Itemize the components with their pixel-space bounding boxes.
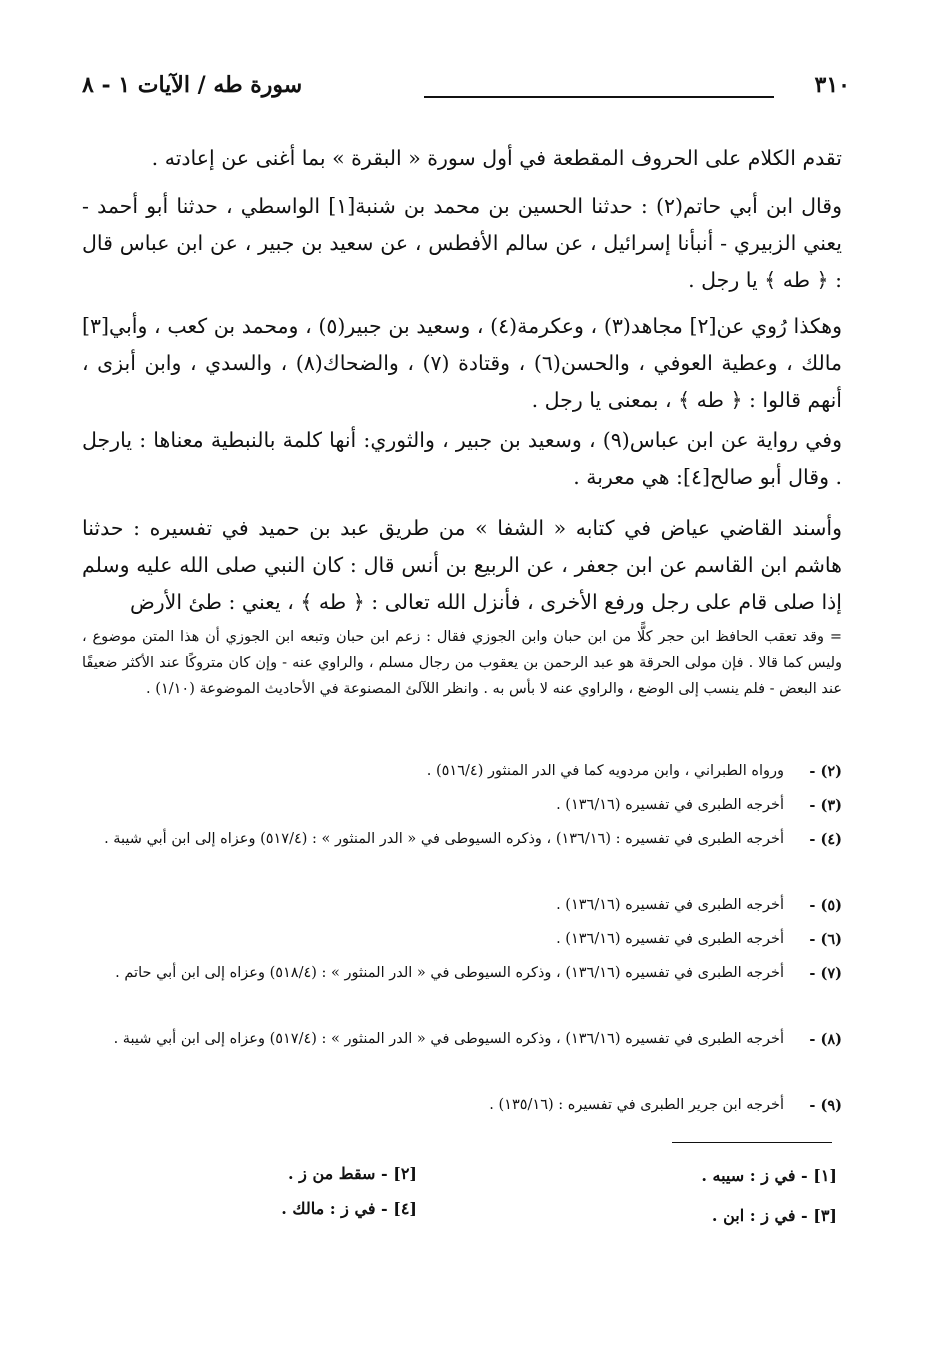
variant-number: [١] - [801, 1166, 837, 1185]
paragraph-qadi-iyad: وأسند القاضي عياض في كتابه « الشفا » من طريق عبد بن حميد في تفسيره : حدثنا هاشم ابن القاسم عن ابن جعفر ، عن الربيع بن أنس قال : كان النبي صلى الله عليه وسلم إذا صلى قام على رجل ورفع الأخرى ، فأنزل الله تعالى : ﴿ طه ﴾ ، يعني : طئ الأرض [82, 516, 842, 614]
variant-note [712, 1205, 837, 1227]
footnote-item [82, 892, 842, 919]
variant-number: [٢] - [381, 1164, 417, 1183]
footnote-number: (٢) - [809, 763, 842, 780]
footnote-number: (٦) - [809, 931, 842, 948]
footnote-item [82, 1026, 842, 1053]
variant-text: في ز : ابن . [711, 1206, 796, 1225]
variant-note [288, 1163, 417, 1185]
footnote-number: (٤) - [809, 831, 842, 848]
footnote-text: أخرجه الطبرى في تفسيره (١٣٦/١٦) ، وذكره السيوطى في « الدر المنثور » : (٥١٧/٤) وعزاه إلى ابن أبي شيبة . [113, 1031, 784, 1047]
footnote-text: أخرجه ابن جرير الطبرى في تفسيره : (١٣٥/١٦) . [489, 1097, 784, 1113]
footnote-text: أخرجه الطبرى في تفسيره (١٣٦/١٦) . [556, 931, 784, 947]
paragraph-similar-narrations: وهكذا رُوي عن[٢] مجاهد(٣) ، وعكرمة(٤) ، وسعيد بن جبير(٥) ، ومحمد بن كعب ، وأبي[٣] مالك ، وعطية العوفي ، والحسن(٦) ، وقتادة (٧) ، والضحاك(٨) ، والسدي ، وابن أبزى ، أنهم قالوا : ﴿ طه ﴾ ، بمعنى يا رجل . [82, 314, 843, 412]
footnote-number: (٩) - [809, 1097, 842, 1114]
footnote-number: (٥) - [809, 897, 842, 914]
header-rule [424, 96, 774, 98]
footnote-number: (٣) - [809, 797, 842, 814]
variants-separator [672, 1142, 832, 1143]
footnote-item [82, 1092, 842, 1119]
variant-number: [٤] - [381, 1199, 417, 1218]
footnote-item [82, 926, 842, 953]
footnote-text: أخرجه الطبرى في تفسيره (١٣٦/١٦) . [556, 897, 784, 913]
footnote-item [82, 826, 842, 853]
variant-number: [٣] - [801, 1206, 837, 1225]
variant-note [281, 1198, 417, 1220]
paragraph-ibn-abi-hatim: وقال ابن أبي حاتم(٢) : حدثنا الحسين بن محمد بن شنبة[١] الواسطي ، حدثنا أبو أحمد - يعني الزبيري - أنبأنا إسرائيل ، عن سالم الأفطس ، عن سعيد بن جبير ، عن ابن عباس قال : ﴿ طه ﴾ يا رجل . [82, 194, 842, 292]
footnote-text: أخرجه الطبرى في تفسيره (١٣٦/١٦) ، وذكره السيوطى في « الدر المنثور » : (٥١٨/٤) وعزاه إلى ابن أبي حاتم . [115, 965, 784, 981]
variant-text: في ز : سيبه . [701, 1166, 796, 1185]
footnote-item [82, 758, 842, 785]
footnote-item [82, 792, 842, 819]
variant-text: في ز : مالك . [281, 1199, 376, 1218]
paragraph-nabataean: وفي رواية عن ابن عباس(٩) ، وسعيد بن جبير ، والثوري: أنها كلمة بالنبطية معناها : يارجل . وقال أبو صالح[٤]: هي معربة . [82, 428, 842, 489]
page-number: ٣١٠ [814, 72, 850, 98]
footnote-text: أخرجه الطبرى في تفسيره (١٣٦/١٦) . [556, 797, 784, 813]
footnote-item [82, 960, 842, 987]
footnote-text: أخرجه الطبرى في تفسيره : (١٣٦/١٦) ، وذكره السيوطى في « الدر المنثور » : (٥١٧/٤) وعزاه إلى ابن أبي شيبة . [104, 831, 784, 847]
variant-note [701, 1165, 837, 1187]
footnote-continuation: = وقد تعقب الحافظ ابن حجر كلًّا من ابن حبان وابن الجوزي فقال : زعم ابن حبان وتبعه ابن الجوزي أن هذا المتن موضوع ، وليس كما قالا . فإن مولى الحرقة هو عبد الرحمن بن يعقوب من رجال مسلم ، والراوي عنه - وإن كان متروكًا عند الأكثر ضعيفًا عند البعض - فلم ينسب إلى الوضع ، والراوي عنه لا بأس به . وانظر اللآلئ المصنوعة في الأحاديث الموضوعة (١/١٠) . [82, 629, 842, 697]
footnote-number: (٧) - [809, 965, 842, 982]
paragraph-intro: تقدم الكلام على الحروف المقطعة في أول سورة « البقرة » بما أغنى عن إعادته . [151, 146, 842, 170]
running-title: سورة طه / الآيات ١ - ٨ [82, 72, 303, 98]
variant-text: سقط من ز . [288, 1164, 376, 1183]
footnote-text: ورواه الطبراني ، وابن مردويه كما في الدر المنثور (٥١٦/٤) . [426, 763, 784, 779]
footnote-number: (٨) - [809, 1031, 842, 1048]
